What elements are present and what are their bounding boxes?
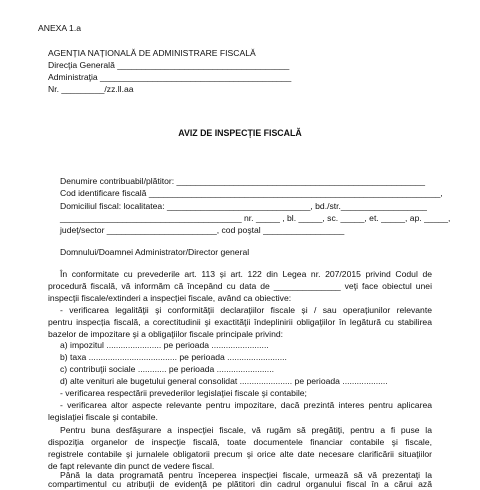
fiscal-code-field: Cod identificare fiscală _____________________________________________________________, [60,188,443,198]
tax-item: c) contribuţii sociale ............ pe perioada ........................ [60,364,274,374]
direction-field: Direcţia Generală ____________________________________ [48,60,290,70]
objective-line: pentru inspecția fiscală, a corectitudinii şi exactităţii îndeplinirii obligaţiilor în legătură cu stabilirea [48,317,432,327]
paragraph-line: În conformitate cu prevederile art. 113 și art. 122 din Legea nr. 207/2015 privind Codul de [60,269,432,279]
paragraph-line: inspecţii fiscale/extinderi a inspecției fiscale, având ca obiective: [48,293,292,303]
objective-line: - verificarea legalităţii şi conformităţii declaraţiilor fiscale și / sau operațiunilor relevante [60,305,432,315]
objective-line: legislaţiei fiscale şi contabile. [48,412,158,422]
salutation: Domnului/Doamnei Administrator/Director general [60,247,250,257]
paragraph-line: de fapt relevante din punct de vedere fiscal. [48,461,215,471]
annex-label: ANEXA 1.a [38,23,81,33]
objective-line: - verificarea respectării prevederilor legislaţiei fiscale şi contabile; [60,388,307,398]
paragraph-line: Pentru buna desfăşurare a inspecţiei fiscale, vă rugăm să pregătiţi, pentru a fi puse la [60,425,432,435]
agency-name: AGENȚIA NAȚIONALĂ DE ADMINISTRARE FISCALĂ [48,48,256,58]
document-title: AVIZ DE INSPECȚIE FISCALĂ [178,128,302,138]
paragraph-line: compartimentul cu atribuţii de evidenţă pe plătitori din cadrul organului fiscal în a cărui ază [48,479,432,489]
address-details-field: ______________________________________ nr. _____ , bl. _____, sc. _____, et. _____, ap. _____, [60,213,451,223]
county-postal-field: judeţ/sector _______________________, cod poştal _________________ [60,225,345,235]
number-field: Nr. _________/zz.ll.aa [48,84,134,94]
fiscal-domicile-field: Domiciliul fiscal: localitatea: ______________________________, bd./str.__________________ [60,201,427,211]
taxpayer-name-field: Denumire contribuabil/plătitor: ____________________________________________________ [60,176,426,186]
tax-item: a) impozitul ....................... pe perioada ........................ [60,340,269,350]
paragraph-line: Până la data programată pentru începerea inspecţiei fiscale, urmează să vă prezentaţi la [60,470,432,480]
paragraph-line: registrele contabile şi jurnalele obligatorii precum şi orice alte date necesare clarificării situaţiilor [48,449,432,459]
paragraph-line: dispoziţia organelor de inspecţie fiscală, toate documentele financiar contabile şi fiscale, [48,437,432,447]
tax-item: d) alte venituri ale bugetului general consolidat ...................... pe perioada ................... [60,376,388,386]
tax-item: b) taxa ..................................... pe perioada ......................... [60,352,287,362]
paragraph-line: procedură fiscală, vă informăm că începând cu data de ______________ veţi face obiectul unei [48,281,432,291]
objective-line: bazelor de impozitare şi a obligaţiilor fiscale principale privind: [48,329,284,339]
administration-field: Administraţia ________________________________________ [48,72,292,82]
objective-line: - verificarea altor aspecte relevante pentru impozitare, dacă prezintă interes pentru aplicarea [60,400,432,410]
